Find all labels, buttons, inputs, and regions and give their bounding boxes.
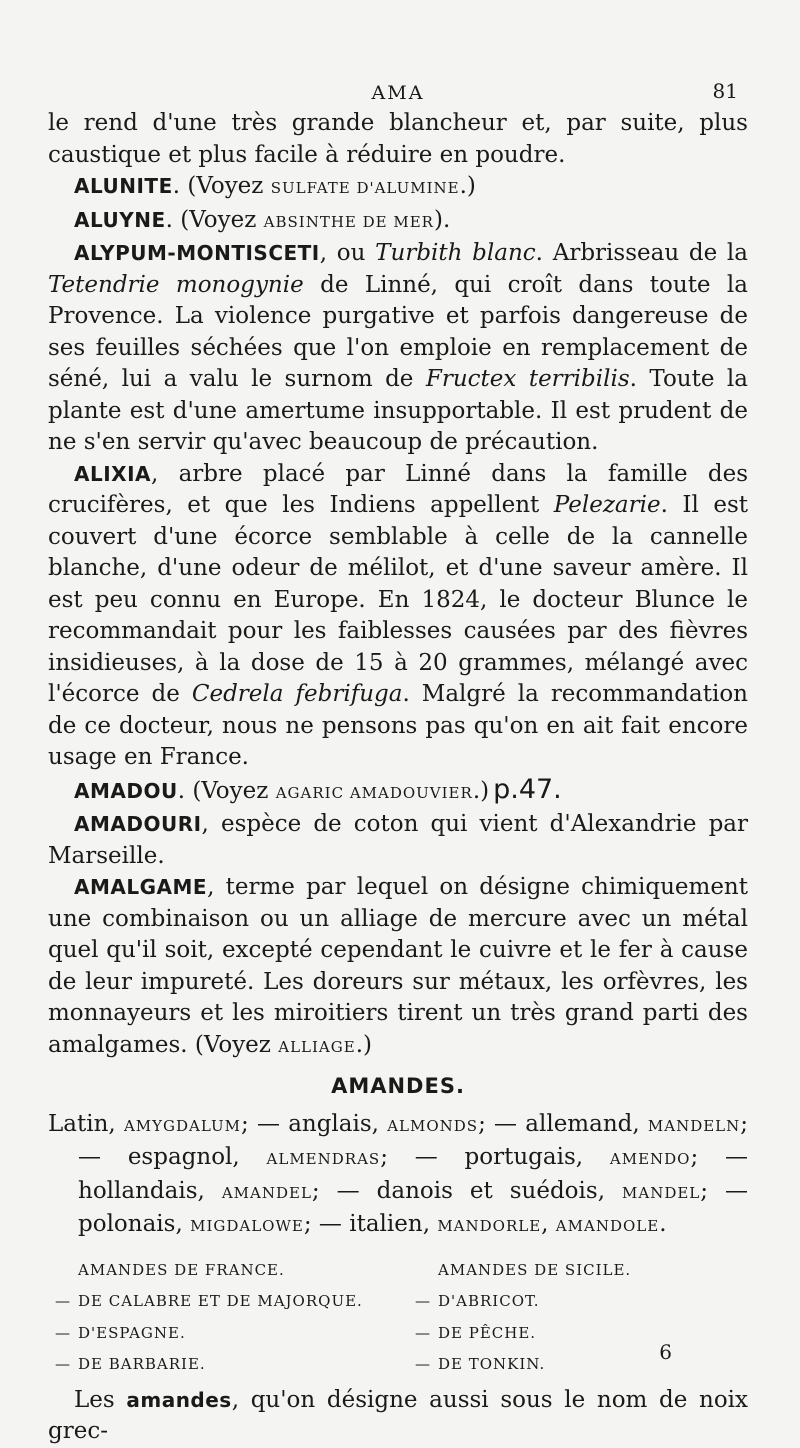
lang-name: Latin — [48, 1110, 109, 1137]
intro-paragraph — [48, 108, 748, 171]
dash — [48, 1255, 78, 1287]
foreign-word: AMANDOLE — [555, 1217, 660, 1235]
lang-name: allemand — [525, 1110, 633, 1137]
entry-text: . Arbrisseau de la — [535, 240, 748, 266]
dash — [408, 1255, 438, 1287]
lang-name: polonais — [78, 1211, 176, 1237]
lang-name: italien — [349, 1211, 423, 1237]
variety-name: DE PÊCHE. — [438, 1323, 537, 1342]
entry-amalgame — [48, 872, 748, 1063]
entry-text: Les — [74, 1386, 127, 1413]
lang-name: portugais — [464, 1144, 576, 1170]
foreign-word: ALMONDS — [387, 1116, 479, 1135]
headword-alixia: ALIXIA — [74, 461, 152, 486]
foreign-word: MIGDALOWE — [190, 1217, 304, 1235]
table-row — [48, 1318, 748, 1350]
cross-ref-amalgame: ALLIAGE — [278, 1037, 356, 1056]
entry-text: .) — [355, 1031, 372, 1058]
entry-text: , terme par lequel on désigne chimiquement une combinaison ou un alliage de mercure avec un métal quel qu'il soit, excepté cependant le cuivre et le fer à cause de leur impureté. Les doreurs sur métaux, les orfèvres, les monnayeurs et les miroitiers tirent un très grand parti des amalgames. (Voyez — [48, 874, 748, 1058]
handwritten-annotation: p.47. — [493, 773, 562, 805]
book-page — [48, 70, 748, 1448]
entry-amadou: AMADOU. (Voyez AGARIC AMADOUVIER.) p.47. — [74, 773, 562, 805]
italic-term: Fructex terribilis — [425, 366, 630, 392]
italic-term: Turbith blanc — [375, 240, 536, 266]
amandes-names: Latin, AMYGDALUM; — anglais, ALMONDS; — allemand, MANDELN; — espagnol, ALMENDRAS; — portugais, AMENDO; — hollandais, AMANDEL; — danois et suédois, MANDEL; — polonais, MIGDALOWE; — italien, MANDORLE, AMANDOLE. — [48, 1110, 749, 1237]
section-title-amandes: AMANDES. — [331, 1074, 465, 1098]
closing-paragraph — [48, 1385, 748, 1448]
dash: — — [415, 1355, 431, 1373]
page-number: 81 — [712, 79, 738, 103]
table-row — [48, 1255, 748, 1287]
lang-name: anglais — [288, 1110, 372, 1137]
entry-text: , espèce de coton qui vient d'Alexandrie par Marseille. — [48, 811, 748, 869]
page-header — [48, 70, 748, 108]
varieties-table — [48, 1255, 748, 1381]
headword-aluyne: ALUYNE — [74, 207, 166, 232]
intro-text: le rend d'une très grande blancheur et, par suite, plus caustique et plus facile à réduire en poudre. — [48, 110, 748, 168]
headword-amadou: AMADOU — [74, 778, 178, 803]
variety-name: AMANDES DE SICILE. — [438, 1260, 632, 1279]
foreign-word: MANDORLE — [437, 1217, 542, 1235]
lang-name: espagnol — [127, 1144, 233, 1170]
entry-text: . Malgré la recommandation de ce docteur, nous ne pensons pas qu'on en ait fait encore usage en France. — [48, 681, 748, 770]
variety-name: DE BARBARIE. — [78, 1355, 206, 1373]
foreign-word: AMANDEL — [221, 1183, 312, 1202]
see-label: Voyez — [189, 206, 257, 233]
entry-alypum — [48, 238, 748, 459]
italic-term: Pelezarie — [553, 492, 661, 518]
cross-ref-alunite: SULFATE D'ALUMINE — [270, 179, 460, 197]
table-row — [48, 1286, 748, 1318]
headword-amandes: amandes — [126, 1387, 232, 1412]
foreign-word: AMENDO — [609, 1150, 691, 1168]
variety-name: D'ABRICOT. — [438, 1292, 540, 1310]
dash: — — [55, 1323, 71, 1342]
entry-amadouri — [48, 809, 748, 872]
foreign-word: ALMENDRAS — [266, 1150, 381, 1168]
dash: — — [55, 1292, 71, 1310]
headword-alypum: ALYPUM-MONTISCETI — [74, 241, 320, 265]
entry-alunite: ALUNITE. (Voyez SULFATE D'ALUMINE.) — [74, 173, 476, 199]
italic-term: Cedrela febrifuga — [191, 681, 403, 707]
see-label: Voyez — [196, 173, 264, 199]
variety-name: AMANDES DE FRANCE. — [78, 1260, 285, 1279]
headword-alunite: ALUNITE — [74, 174, 173, 198]
variety-name: DE TONKIN. — [438, 1355, 546, 1373]
dash: — — [55, 1355, 71, 1373]
entry-aluyne: ALUYNE. (Voyez ABSINTHE DE MER). — [74, 206, 451, 233]
foreign-word: MANDELN — [647, 1116, 741, 1135]
see-label: Voyez — [201, 777, 269, 804]
cross-ref-aluyne: ABSINTHE DE MER — [263, 212, 434, 231]
dash: — — [415, 1292, 431, 1310]
variety-name: D'ESPAGNE. — [78, 1323, 186, 1342]
entry-text: de Linné, qui croît dans toute la Provence. La violence purgative et parfois dangereuse de ses feuilles séchées que l'on emploie en remplacement de séné, lui a valu le surnom de — [48, 271, 748, 392]
foreign-word: MANDEL — [622, 1183, 701, 1202]
entry-text: , ou — [319, 240, 376, 266]
lang-name: hollandais — [78, 1177, 198, 1204]
dash: — — [415, 1323, 431, 1342]
entry-text: . Il est couvert d'une écorce semblable à celle de la cannelle blanche, d'une odeur de mélilot, et d'une saveur amère. Il est peu connu en Europe. En 1824, le docteur Blunce le recommandait pour les faiblesses causées par des fièvres insidieuses, à la dose de 15 à 20 grammes, mélangé avec l'écorce de — [48, 492, 748, 707]
italic-term: Tetendrie monogynie — [48, 271, 304, 298]
entry-text: , arbre placé par Linné dans la famille des crucifères, et que les Indiens appellent — [48, 460, 748, 518]
signature-mark: 6 — [659, 1340, 672, 1364]
variety-name: DE CALABRE ET DE MAJORQUE. — [78, 1292, 363, 1310]
entry-text: , qu'on désigne aussi sous le nom de noix grec- — [48, 1386, 748, 1444]
running-head: AMA — [371, 82, 425, 104]
table-row — [48, 1349, 748, 1381]
lang-name: danois et suédois — [376, 1177, 598, 1204]
headword-amalgame: AMALGAME — [74, 875, 208, 899]
foreign-word: AMYGDALUM — [123, 1116, 242, 1135]
headword-amadouri: AMADOURI — [74, 812, 202, 836]
entry-text: . Toute la plante est d'une amertume insupportable. Il est prudent de ne s'en servir qu'avec beaucoup de précaution. — [48, 366, 748, 455]
entry-alixia — [48, 459, 748, 774]
cross-ref-amadou: AGARIC AMADOUVIER — [275, 783, 473, 802]
